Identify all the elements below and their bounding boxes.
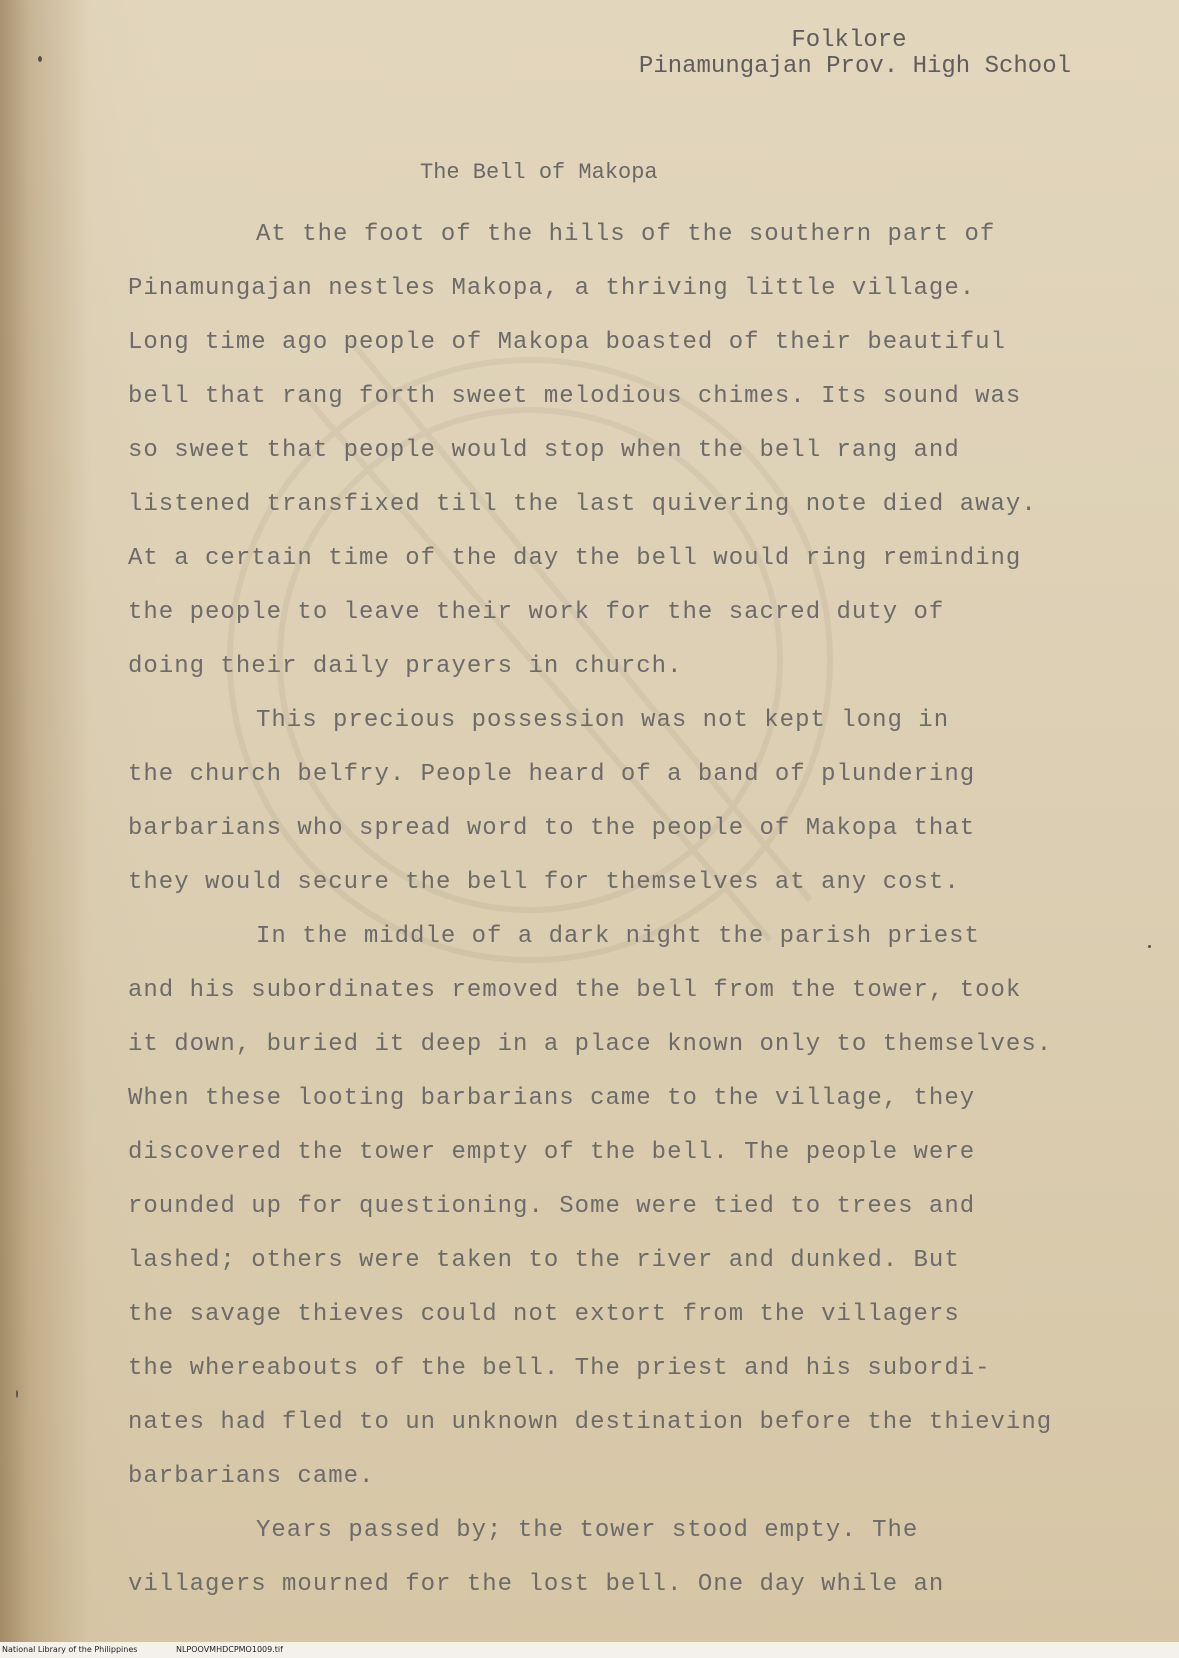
text-line: When these looting barbarians came to the village, they [128, 1085, 976, 1112]
text-line: nates had fled to un unknown destination before the thieving [128, 1409, 1053, 1436]
text-line: it down, buried it deep in a place known only to themselves. [128, 1031, 1053, 1058]
text-line: the whereabouts of the bell. The priest and his subordi- [128, 1355, 991, 1382]
text-line: they would secure the bell for themselves at any cost. [128, 869, 960, 896]
text-line: and his subordinates removed the bell from the tower, took [128, 977, 1022, 1004]
text-line: listened transfixed till the last quivering note died away. [128, 491, 1037, 518]
footer-filename: NLPOOVMHDCPMO1009.tif [175, 1645, 283, 1654]
text-line: bell that rang forth sweet melodious chimes. Its sound was [128, 383, 1022, 410]
text-line: At the foot of the hills of the southern part of [256, 221, 996, 248]
text-line: Pinamungajan nestles Makopa, a thriving little village. [128, 275, 976, 302]
text-line: the savage thieves could not extort from the villagers [128, 1301, 960, 1328]
text-line: villagers mourned for the lost bell. One day while an [128, 1571, 945, 1598]
text-line: Long time ago people of Makopa boasted of their beautiful [128, 329, 1006, 356]
scan-footer [0, 1642, 1179, 1658]
text-line: rounded up for questioning. Some were tied to trees and [128, 1193, 976, 1220]
ink-speck [1148, 945, 1151, 948]
document-header [638, 27, 1071, 80]
text-line: In the middle of a dark night the parish priest [256, 923, 980, 950]
text-line: the people to leave their work for the sacred duty of [128, 599, 945, 626]
text-line: lashed; others were taken to the river and dunked. But [128, 1247, 960, 1274]
ink-speck [38, 56, 42, 62]
header-school: Pinamungajan Prov. High School [638, 53, 1071, 80]
page-title: The Bell of Makopa [420, 160, 658, 185]
text-line: This precious possession was not kept long in [256, 707, 950, 734]
story-body [128, 208, 1078, 1612]
text-line: doing their daily prayers in church. [128, 653, 683, 680]
footer-library: National Library of the Philippines [2, 1645, 138, 1654]
text-line: barbarians came. [128, 1463, 375, 1490]
text-line: so sweet that people would stop when the bell rang and [128, 437, 960, 464]
text-line: barbarians who spread word to the people of Makopa that [128, 815, 976, 842]
text-line: discovered the tower empty of the bell. The people were [128, 1139, 976, 1166]
text-line: the church belfry. People heard of a band of plundering [128, 761, 976, 788]
ink-speck [16, 1390, 18, 1398]
text-line: Years passed by; the tower stood empty. The [256, 1517, 919, 1544]
header-subject: Folklore [791, 27, 907, 54]
text-line: At a certain time of the day the bell would ring reminding [128, 545, 1022, 572]
